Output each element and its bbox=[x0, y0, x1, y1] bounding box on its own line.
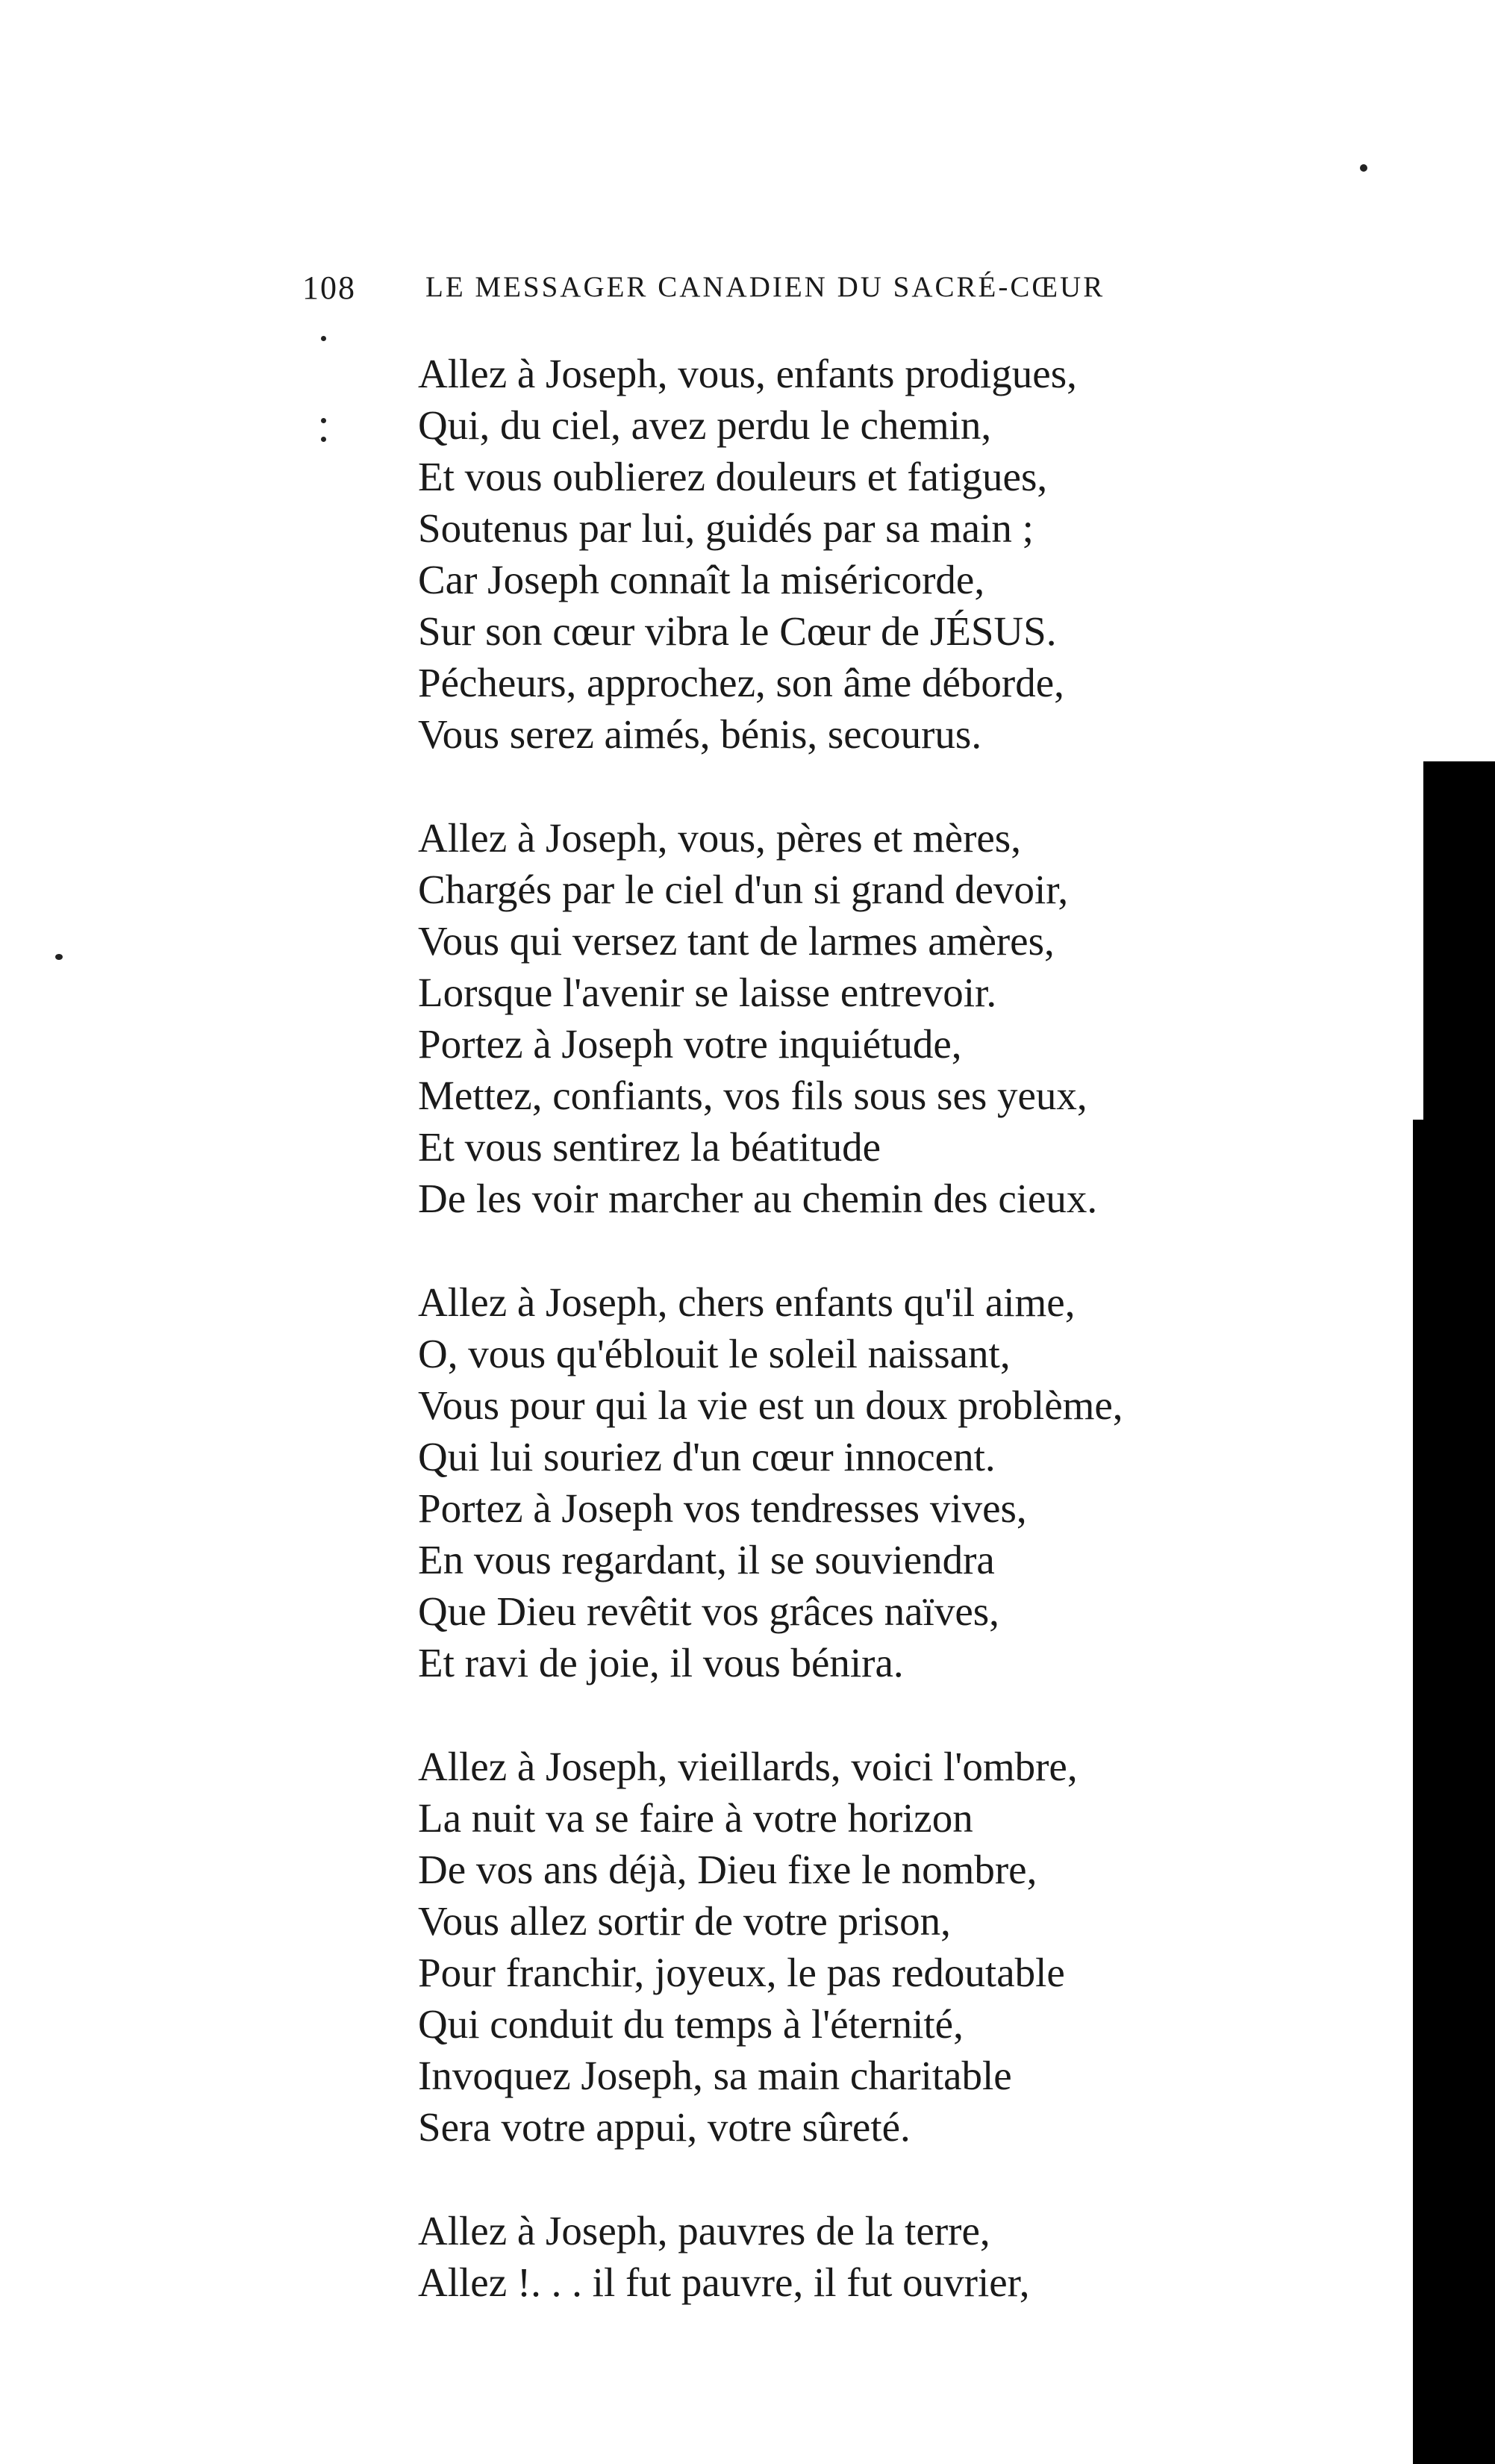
poem-line: La nuit va se faire à votre horizon bbox=[418, 1795, 973, 1841]
poem-line: Mettez, confiants, vos fils sous ses yeux, bbox=[418, 1073, 1087, 1118]
stanza-1 bbox=[418, 348, 1388, 760]
poem-line: Portez à Joseph votre inquiétude, bbox=[418, 1021, 962, 1067]
scan-speck bbox=[1360, 164, 1367, 172]
poem-line: De vos ans déjà, Dieu fixe le nombre, bbox=[418, 1847, 1037, 1892]
poem-line: Sera votre appui, votre sûreté. bbox=[418, 2104, 911, 2150]
poem-line: Vous allez sortir de votre prison, bbox=[418, 1898, 951, 1944]
stanza-2 bbox=[418, 812, 1388, 1224]
stanza-3 bbox=[418, 1276, 1388, 1688]
poem-line: Car Joseph connaît la miséricorde, bbox=[418, 557, 985, 602]
poem-line: Portez à Joseph vos tendresses vives, bbox=[418, 1485, 1027, 1531]
poem-line: Allez à Joseph, vous, enfants prodigues, bbox=[418, 351, 1077, 396]
poem-line: Allez à Joseph, vous, pères et mères, bbox=[418, 815, 1021, 861]
poem-line: Pour franchir, joyeux, le pas redoutable bbox=[418, 1950, 1065, 1995]
poem-line: Lorsque l'avenir se laisse entrevoir. bbox=[418, 970, 997, 1015]
scan-speck bbox=[321, 437, 326, 442]
poem-line: Sur son cœur vibra le Cœur de JÉSUS. bbox=[418, 608, 1057, 654]
stanza-5 bbox=[418, 2205, 1388, 2308]
poem-line: Et vous oublierez douleurs et fatigues, bbox=[418, 454, 1048, 499]
poem-line: Qui, du ciel, avez perdu le chemin, bbox=[418, 402, 992, 448]
scan-speck bbox=[321, 336, 326, 341]
page-number: 108 bbox=[302, 269, 356, 306]
poem-line: Chargés par le ciel d'un si grand devoir, bbox=[418, 867, 1069, 912]
poem-line: En vous regardant, il se souviendra bbox=[418, 1537, 995, 1582]
poem bbox=[418, 348, 1388, 2360]
poem-line: De les voir marcher au chemin des cieux. bbox=[418, 1176, 1098, 1221]
poem-line: Que Dieu revêtit vos grâces naïves, bbox=[418, 1588, 999, 1634]
scan-speck bbox=[55, 954, 63, 960]
poem-line: Pécheurs, approchez, son âme déborde, bbox=[418, 660, 1064, 705]
poem-line: Allez à Joseph, pauvres de la terre, bbox=[418, 2208, 990, 2254]
poem-line: Allez !. . . il fut pauvre, il fut ouvrier, bbox=[418, 2259, 1030, 2305]
poem-line: Vous qui versez tant de larmes amères, bbox=[418, 918, 1055, 964]
poem-line: Et ravi de joie, il vous bénira. bbox=[418, 1640, 904, 1685]
poem-line: Qui lui souriez d'un cœur innocent. bbox=[418, 1434, 996, 1479]
poem-line: Et vous sentirez la béatitude bbox=[418, 1124, 881, 1170]
poem-line: O, vous qu'éblouit le soleil naissant, bbox=[418, 1331, 1011, 1376]
running-title: LE MESSAGER CANADIEN DU SACRÉ-CŒUR bbox=[425, 271, 1105, 303]
stanza-4 bbox=[418, 1741, 1388, 2153]
poem-line: Vous pour qui la vie est un doux problème, bbox=[418, 1382, 1123, 1428]
poem-line: Allez à Joseph, vieillards, voici l'ombre, bbox=[418, 1744, 1078, 1789]
scan-edge-shadow bbox=[1413, 1120, 1495, 2464]
poem-line: Soutenus par lui, guidés par sa main ; bbox=[418, 505, 1034, 551]
scan-speck bbox=[321, 418, 326, 423]
poem-line: Vous serez aimés, bénis, secourus. bbox=[418, 711, 982, 757]
poem-line: Invoquez Joseph, sa main charitable bbox=[418, 2053, 1012, 2098]
poem-line: Qui conduit du temps à l'éternité, bbox=[418, 2001, 964, 2047]
poem-line: Allez à Joseph, chers enfants qu'il aime, bbox=[418, 1279, 1076, 1325]
